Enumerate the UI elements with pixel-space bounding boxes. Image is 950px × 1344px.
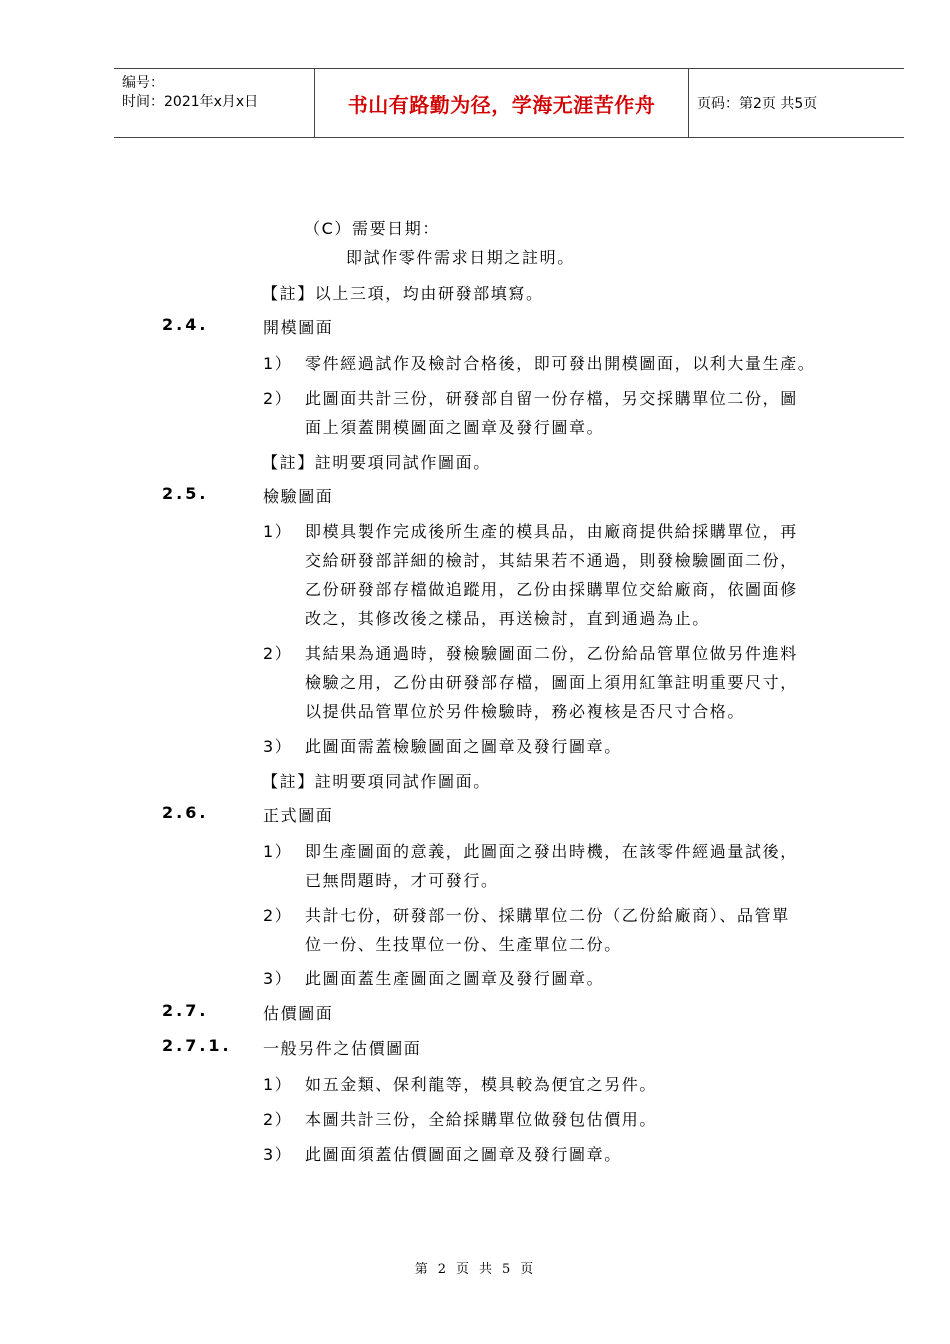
list-item-text: 即生產圖面的意義，此圖面之發出時機，在該零件經過量試後， [305,842,798,861]
list-item-text: 位一份、生技單位一份、生產單位二份。 [305,935,622,954]
section-title: 正式圖面 [263,806,334,825]
list-item-text: 如五金類、保利龍等，模具較為便宜之另件。 [305,1075,658,1094]
section-number: 2.6. [162,803,209,822]
list-item-text: 共計七份，研發部一份、採購單位二份（乙份給廠商）、品管單 [305,906,790,925]
footer-total-pages: 5 [502,1262,513,1277]
list-marker: 1） [263,1075,293,1094]
section-number: 2.7. [162,1001,209,1020]
header-info-cell [114,69,315,137]
list-marker: 2） [263,389,293,408]
list-item-text: 乙份研發部存檔做追蹤用，乙份由採購單位交給廠商，依圖面修 [305,580,798,599]
note-text: 【註】註明要項同試作圖面。 [262,453,491,472]
list-item-text: 交給研發部詳細的檢討，其結果若不通過，則發檢驗圖面二份， [305,551,798,570]
list-item-text: 本圖共計三份，全給採購單位做發包估價用。 [305,1110,658,1129]
item-c-title: （C）需要日期： [304,219,440,238]
list-marker: 1） [263,354,293,373]
list-item-text: 其結果為通過時，發檢驗圖面二份，乙份給品管單位做另件進料 [305,644,798,663]
list-item-text: 此圖面需蓋檢驗圖面之圖章及發行圖章。 [305,737,622,756]
footer-ye: 页 [520,1262,536,1277]
header-motto: 书山有路勤为径，学海无涯苦作舟 [347,92,656,117]
list-item-text: 此圖面須蓋估價圖面之圖章及發行圖章。 [305,1145,622,1164]
list-marker: 2） [263,906,293,925]
list-item-text: 零件經過試作及檢討合格後，即可發出開模圖面，以利大量生產。 [305,354,816,373]
section-title: 檢驗圖面 [263,487,334,506]
page-footer [0,1258,950,1277]
subsection-title: 一般另件之估價圖面 [263,1039,422,1058]
list-item-text: 此圖面蓋生產圖面之圖章及發行圖章。 [305,969,605,988]
document-time: 时间：2021年x月x日 [122,94,259,110]
list-marker: 2） [263,1110,293,1129]
document-number: 编号： [122,75,164,91]
footer-di: 第 [414,1262,430,1277]
section-number: 2.5. [162,484,209,503]
header-motto-cell [315,69,689,137]
header-page-number: 页码：第2页 共5页 [697,96,818,112]
subsection-number: 2.7.1. [162,1036,232,1055]
list-marker: 1） [263,842,293,861]
list-item-text: 檢驗之用，乙份由研發部存檔，圖面上須用紅筆註明重要尺寸， [305,673,798,692]
footer-ye: 页 [455,1262,471,1277]
note-text: 【註】註明要項同試作圖面。 [262,772,491,791]
list-marker: 3） [263,737,293,756]
list-marker: 3） [263,1145,293,1164]
list-item-text: 即模具製作完成後所生產的模具品，由廠商提供給採購單位，再 [305,522,798,541]
header-page-cell [689,69,904,137]
list-marker: 3） [263,969,293,988]
section-title: 估價圖面 [263,1004,334,1023]
item-c-desc: 即試作零件需求日期之註明。 [346,248,575,267]
footer-gong: 共 [479,1262,495,1277]
list-item-text: 已無問題時，才可發行。 [305,871,499,890]
list-item-text: 以提供品管單位於另件檢驗時，務必複核是否尺寸合格。 [305,702,746,721]
list-item-text: 改之，其修改後之樣品，再送檢討，直到通過為止。 [305,609,710,628]
document-header [114,68,904,138]
list-item-text: 此圖面共計三份，研發部自留一份存檔，另交採購單位二份，圖 [305,389,798,408]
list-marker: 1） [263,522,293,541]
footer-page-number: 2 [437,1262,448,1277]
section-title: 開模圖面 [263,318,334,337]
note-text: 【註】以上三項，均由研發部填寫。 [262,284,544,303]
list-marker: 2） [263,644,293,663]
list-item-text: 面上須蓋開模圖面之圖章及發行圖章。 [305,418,605,437]
section-number: 2.4. [162,315,209,334]
